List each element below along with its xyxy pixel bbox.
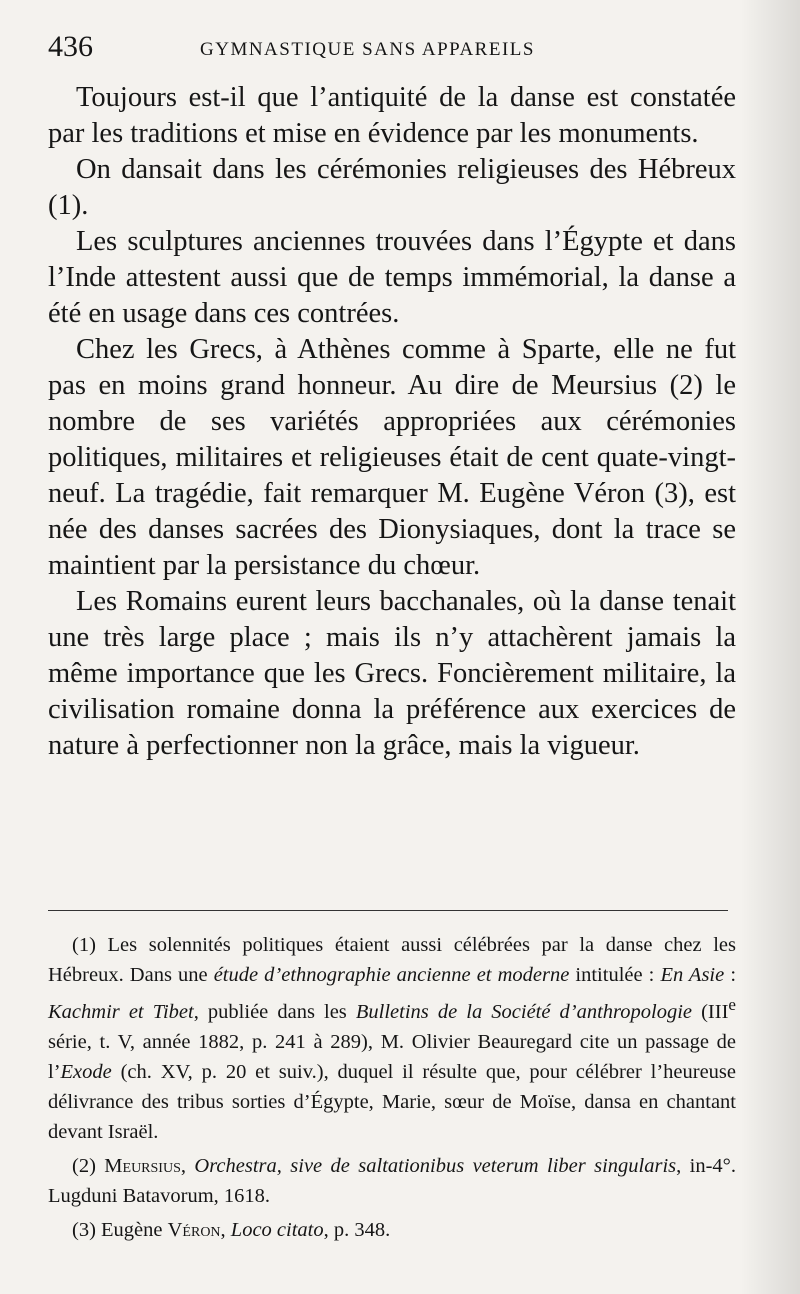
footnote-italic: Orchestra, sive de saltationibus veterum liber singularis: [194, 1154, 677, 1177]
footnote-text: , in-4°. Lugduni Batavorum, 1618.: [48, 1154, 736, 1207]
footnote-text: (2): [72, 1154, 105, 1177]
footnote-rule: [48, 910, 728, 911]
footnote-italic: Kachmir et Tibet: [48, 1000, 194, 1023]
page-edge-shadow: [740, 0, 800, 1294]
paragraph: On dansait dans les cérémonies religieuses des Hébreux (1).: [48, 154, 736, 221]
footnote-text: ,: [220, 1218, 231, 1241]
footnote-text: (1) Les solennités politiques étaient aussi célébrées par la danse chez les Hébreux. Dans une: [48, 934, 736, 986]
footnotes: [48, 930, 736, 1245]
footnote-text: (3) Eugène: [72, 1218, 168, 1241]
footnote-text: , publiée dans les: [193, 1000, 356, 1023]
footnote-text: (ch. XV, p. 20 et suiv.), duquel il résulte que, pour célébrer l’heureuse délivrance des tribus sorties d’Égypte, Marie, sœur de Moïse, dansa en chantant devant Israël.: [48, 1060, 736, 1143]
footnote-text: :: [724, 964, 737, 986]
footnote-author: Meursius: [104, 1154, 181, 1177]
paragraph: Toujours est-il que l’antiquité de la danse est constatée par les traditions et mise en évidence par les monuments.: [48, 82, 736, 149]
footnote-italic: étude d’ethnographie ancienne et moderne: [213, 964, 570, 986]
footnote-1: [48, 930, 736, 1147]
footnote-text: , p. 348.: [323, 1218, 391, 1241]
footnote-italic: En Asie: [660, 964, 725, 986]
footnote-3: [48, 1215, 736, 1245]
paragraph: Chez les Grecs, à Athènes comme à Sparte, elle ne fut pas en moins grand honneur. Au dire de Meursius (2) le nombre de ses variétés appropriées aux cérémonies politiques, militaires et religieuses était de cent quate-vingt-neuf. La tragédie, fait remarquer M. Eugène Véron (3), est née des danses sacrées des Dionysiaques, dont la trace se maintient par la persistance du chœur.: [48, 334, 736, 581]
footnote-author: Véron: [167, 1218, 221, 1241]
footnote-2: [48, 1151, 736, 1211]
footnote-italic: Loco citato: [230, 1218, 324, 1241]
footnote-text: intitulée :: [569, 964, 661, 986]
footnote-italic: Bulletins de la Société d’anthropologie: [355, 1000, 693, 1023]
body-text: [48, 80, 736, 764]
footnote-superscript: e: [728, 995, 736, 1014]
footnote-text: (III: [692, 1000, 729, 1023]
footnote-text: ,: [180, 1154, 195, 1177]
page-number: 436: [48, 30, 93, 63]
running-title: GYMNASTIQUE SANS APPAREILS: [200, 39, 535, 60]
paragraph: Les Romains eurent leurs bacchanales, où la danse tenait une très large place ; mais ils n’y attachèrent jamais la même importance que les Grecs. Foncièrement militaire, la civilisation romaine donna la préférence aux exercices de nature à perfectionner non la grâce, mais la vigueur.: [48, 586, 736, 761]
footnote-text: série, t. V, année 1882, p. 241 à 289), M. Olivier Beauregard cite un passage de l’: [48, 1030, 736, 1083]
paragraph: Les sculptures anciennes trouvées dans l’Égypte et dans l’Inde attestent aussi que de temps immémorial, la danse a été en usage dans ces contrées.: [48, 226, 736, 329]
footnote-italic: Exode: [60, 1060, 112, 1083]
